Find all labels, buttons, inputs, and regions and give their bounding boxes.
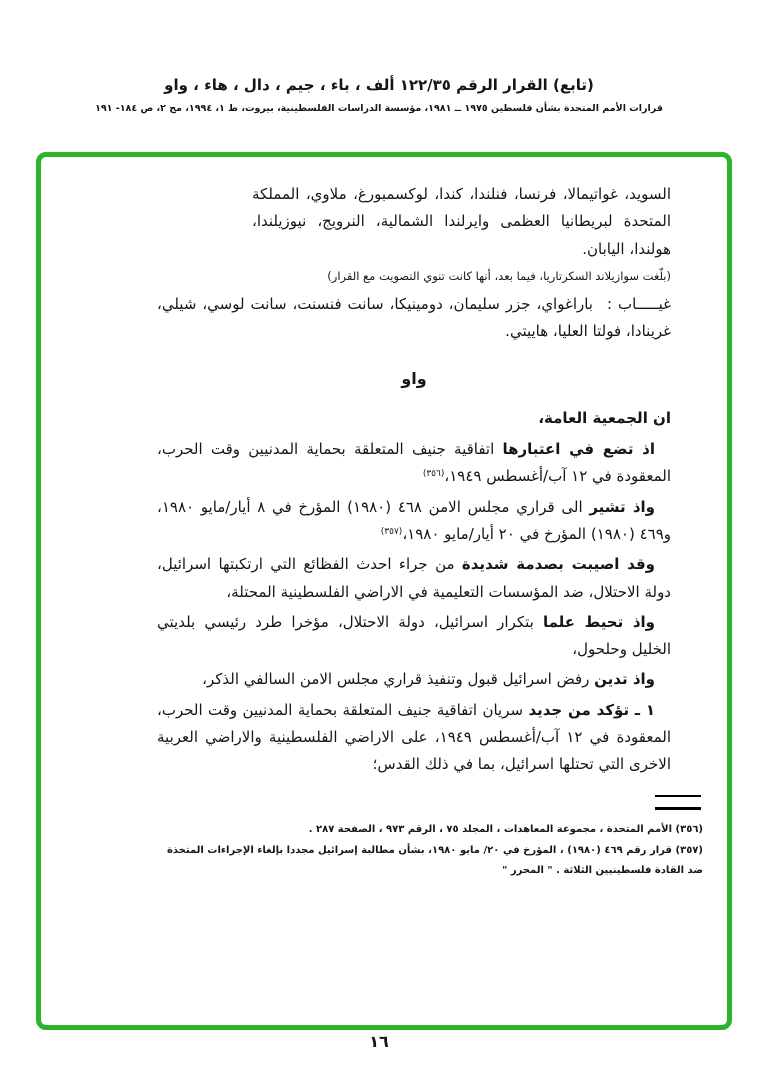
absence-label: غيـــــاب : <box>606 295 671 314</box>
assembly-opening: ان الجمعية العامة، <box>538 408 671 427</box>
paragraph-lead: واذ تدين <box>594 670 655 689</box>
footnotes-section <box>167 820 703 881</box>
secretariat-note: (بلّغت سوازيلاند السكرتاريا، فيما بعد، أنها كانت تنوي التصويت مع القرار) <box>327 268 671 283</box>
resolution-paragraph <box>157 494 671 549</box>
paragraph-lead: واذ تشير <box>589 497 655 516</box>
footnote-rule <box>655 795 701 798</box>
resolution-paragraph <box>157 551 671 606</box>
footnote-item: (٣٥٧) قرار رقم ٤٦٩ (١٩٨٠) ، المؤرخ في ٢٠/ مايو ١٩٨٠، بشأن مطالبة إسرائيل مجددا بإلغاء الإجراءات المتخذة ضد القادة فلسطينيين الثلاثة . " المحرر " <box>167 845 703 876</box>
page-number: ١٦ <box>369 1032 389 1051</box>
absence-list: باراغواي، جزر سليمان، دومينيكا، سانت فنسنت، سانت لوسي، شيلي، غرينادا، فولتا العليا، هاييتي. <box>157 295 671 341</box>
paragraph-lead: ١ ـ تؤكد من جديد <box>528 700 655 719</box>
resolution-paragraph <box>157 697 671 779</box>
paragraph-lead: واذ تحيط علما <box>542 612 655 631</box>
footnote-rule <box>655 807 701 810</box>
footnote-ref: (٣٥٧) <box>380 526 403 537</box>
footnote-item: (٣٥٦) الأمم المتحدة ، مجموعة المعاهدات ، المجلد ٧٥ ، الرقم ٩٧٣ ، الصفحة ٢٨٧ . <box>308 823 703 835</box>
footnote-ref: (٣٥٦) <box>422 469 445 480</box>
footnote-separator <box>157 795 701 810</box>
absence-line <box>157 291 671 346</box>
paragraph-text: من جراء احدث الفظائع التي ارتكبتها اسرائيل، دولة الاحتلال، ضد المؤسسات التعليمية في الاراضي الفلسطينية المحتلة، <box>157 555 671 601</box>
paragraph-lead: اذ تضع في اعتبارها <box>502 440 655 459</box>
resolution-paragraph <box>157 609 671 664</box>
document-header <box>0 0 758 114</box>
vote-countries: السويد، غواتيمالا، فرنسا، فنلندا، كندا، لوكسمبورغ، ملاوي، المملكة المتحدة لبريطانيا العظمى وايرلندا الشمالية، النرويج، نيوزيلندا، هولندا، اليابان. <box>252 185 671 258</box>
paragraph-text: الى قراري مجلس الامن ٤٦٨ (١٩٨٠) المؤرخ في ٨ أيار/مايو ١٩٨٠، و٤٦٩ (١٩٨٠) المؤرخ في ٢٠ أيار/مايو ١٩٨٠، <box>157 497 671 543</box>
paragraph-text: رفض اسرائيل قبول وتنفيذ قراري مجلس الامن السالفي الذكر، <box>202 670 595 689</box>
paragraph-text: سريان اتفاقية جنيف المتعلقة بحماية المدنيين وقت الحرب، المعقودة في ١٢ آب/أغسطس ١٩٤٩، على الاراضي الفلسطينية والاراضي العربية الاخرى التي تحتلها اسرائيل، بما في ذلك القدس؛ <box>157 700 671 774</box>
section-letter-waw: واو <box>401 368 427 388</box>
paragraph-text: اتفاقية جنيف المتعلقة بحماية المدنيين وقت الحرب، المعقودة في ١٢ آب/أغسطس ١٩٤٩، <box>157 440 671 486</box>
resolution-paragraph <box>157 436 671 491</box>
content-frame <box>36 152 732 1030</box>
paragraph-text: بتكرار اسرائيل، دولة الاحتلال، مؤخرا طرد رئيسي بلديتي الخليل وحلحول، <box>157 612 671 659</box>
resolution-body <box>41 157 727 896</box>
header-source-citation: قرارات الأمم المتحدة بشأن فلسطين ١٩٧٥ ــ ١٩٨١، مؤسسة الدراسات الفلسطينية، بيروت، ط ١، ١٩٩٤، مج ٢، ص ١٨٤- ١٩١ <box>95 103 663 114</box>
resolution-paragraph <box>157 666 671 693</box>
paragraph-lead: وقد اصيبت بصدمة شديدة <box>461 555 655 574</box>
header-resolution-title: (تابع) القرار الرقم ١٢٢/٣٥ ألف ، باء ، جيم ، دال ، هاء ، واو <box>164 76 594 94</box>
